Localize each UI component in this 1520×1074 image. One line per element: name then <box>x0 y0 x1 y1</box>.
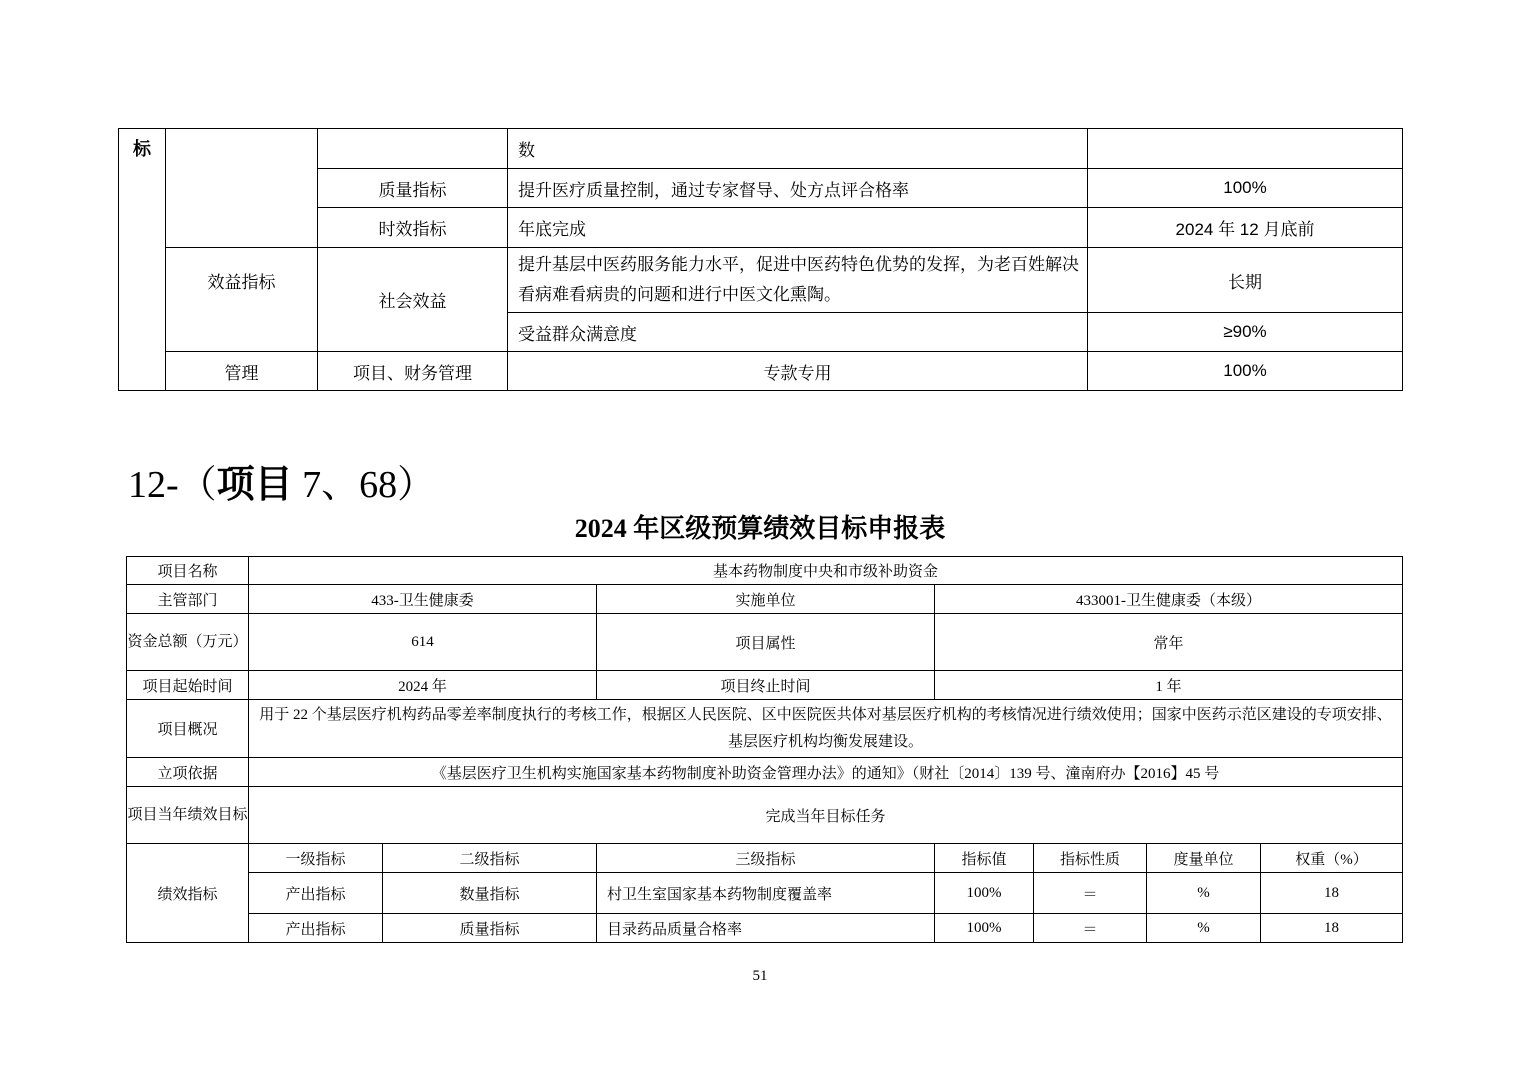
budget-performance-form <box>126 556 1403 943</box>
perf-header-cell: 一级指标 <box>249 844 383 873</box>
benefit-level1-cell: 效益指标 <box>166 248 318 352</box>
level3-cell: 年底完成 <box>508 208 1088 248</box>
basis-label: 立项依据 <box>127 758 249 787</box>
value-cell: 长期 <box>1088 248 1403 313</box>
perf-cell: 产出指标 <box>249 873 383 914</box>
goal-value: 完成当年目标任务 <box>249 787 1403 844</box>
level3-cell: 受益群众满意度 <box>508 313 1088 352</box>
management-value-cell: 100% <box>1088 352 1403 391</box>
total-funds-value: 614 <box>249 614 597 671</box>
level1-cell-empty <box>166 129 318 248</box>
perf-cell: ＝ <box>1034 914 1147 943</box>
value-cell: ≥90% <box>1088 313 1403 352</box>
perf-cell: 产出指标 <box>249 914 383 943</box>
end-time-label: 项目终止时间 <box>597 671 935 700</box>
perf-header-cell: 二级指标 <box>383 844 597 873</box>
perf-header-cell: 三级指标 <box>597 844 935 873</box>
table-row <box>127 914 1403 943</box>
attribute-label: 项目属性 <box>597 614 935 671</box>
management-level1-cell: 管理 <box>166 352 318 391</box>
overview-label: 项目概况 <box>127 700 249 758</box>
perf-header-cell: 权重（%） <box>1261 844 1403 873</box>
level2-cell: 质量指标 <box>318 169 508 208</box>
basis-value: 《基层医疗卫生机构实施国家基本药物制度补助资金管理办法》的通知》（财社〔2014〕139 号、潼南府办【2016】45 号 <box>249 758 1403 787</box>
value-cell: 100% <box>1088 169 1403 208</box>
perf-cell: 100% <box>935 914 1034 943</box>
level3-cell: 提升基层中医药服务能力水平，促进中医药特色优势的发挥，为老百姓解决看病难看病贵的问题和进行中医文化熏陶。 <box>508 248 1088 313</box>
section-heading <box>128 453 435 508</box>
perf-cell: 村卫生室国家基本药物制度覆盖率 <box>597 873 935 914</box>
dept-value: 433-卫生健康委 <box>249 585 597 614</box>
level2-cell-empty <box>318 129 508 169</box>
perf-indicator-label: 绩效指标 <box>127 844 249 943</box>
heading-rest: 7、68） <box>292 464 436 506</box>
level3-cell: 提升医疗质量控制，通过专家督导、处方点评合格率 <box>508 169 1088 208</box>
table-row <box>127 873 1403 914</box>
perf-cell: 100% <box>935 873 1034 914</box>
perf-cell: 数量指标 <box>383 873 597 914</box>
perf-header-cell: 指标性质 <box>1034 844 1147 873</box>
level3-cell: 数 <box>508 129 1088 169</box>
first-col-text: 标 <box>119 129 166 391</box>
perf-cell: 18 <box>1261 873 1403 914</box>
perf-cell: 18 <box>1261 914 1403 943</box>
project-name-value: 基本药物制度中央和市级补助资金 <box>249 557 1403 585</box>
form-title: 2024 年区级预算绩效目标申报表 <box>574 514 946 543</box>
total-funds-label: 资金总额（万元） <box>127 614 249 671</box>
impl-unit-label: 实施单位 <box>597 585 935 614</box>
goal-label: 项目当年绩效目标 <box>127 787 249 844</box>
perf-header-cell: 指标值 <box>935 844 1034 873</box>
value-cell: 2024 年 12 月底前 <box>1088 208 1403 248</box>
management-level3-cell: 专款专用 <box>508 352 1088 391</box>
page-number: 51 <box>752 968 768 984</box>
perf-cell: ＝ <box>1034 873 1147 914</box>
management-level2-cell: 项目、财务管理 <box>318 352 508 391</box>
perf-cell: % <box>1147 914 1261 943</box>
perf-header-cell: 度量单位 <box>1147 844 1261 873</box>
start-time-value: 2024 年 <box>249 671 597 700</box>
start-time-label: 项目起始时间 <box>127 671 249 700</box>
end-time-value: 1 年 <box>935 671 1403 700</box>
perf-cell: 质量指标 <box>383 914 597 943</box>
heading-prefix: 12-（ <box>128 464 217 506</box>
heading-bold: 项目 <box>216 464 293 506</box>
value-cell <box>1088 129 1403 169</box>
overview-value: 用于 22 个基层医疗机构药品零差率制度执行的考核工作，根据区人民医院、区中医院医共体对基层医疗机构的考核情况进行绩效使用；国家中医药示范区建设的专项安排、基层医疗机构均衡发展建设。 <box>249 700 1403 758</box>
level2-cell: 时效指标 <box>318 208 508 248</box>
impl-unit-value: 433001-卫生健康委（本级） <box>935 585 1403 614</box>
project-name-label: 项目名称 <box>127 557 249 585</box>
benefit-level2-cell: 社会效益 <box>318 248 508 352</box>
perf-cell: 目录药品质量合格率 <box>597 914 935 943</box>
attribute-value: 常年 <box>935 614 1403 671</box>
dept-label: 主管部门 <box>127 585 249 614</box>
indicator-continuation-table <box>118 128 1403 391</box>
perf-cell: % <box>1147 873 1261 914</box>
